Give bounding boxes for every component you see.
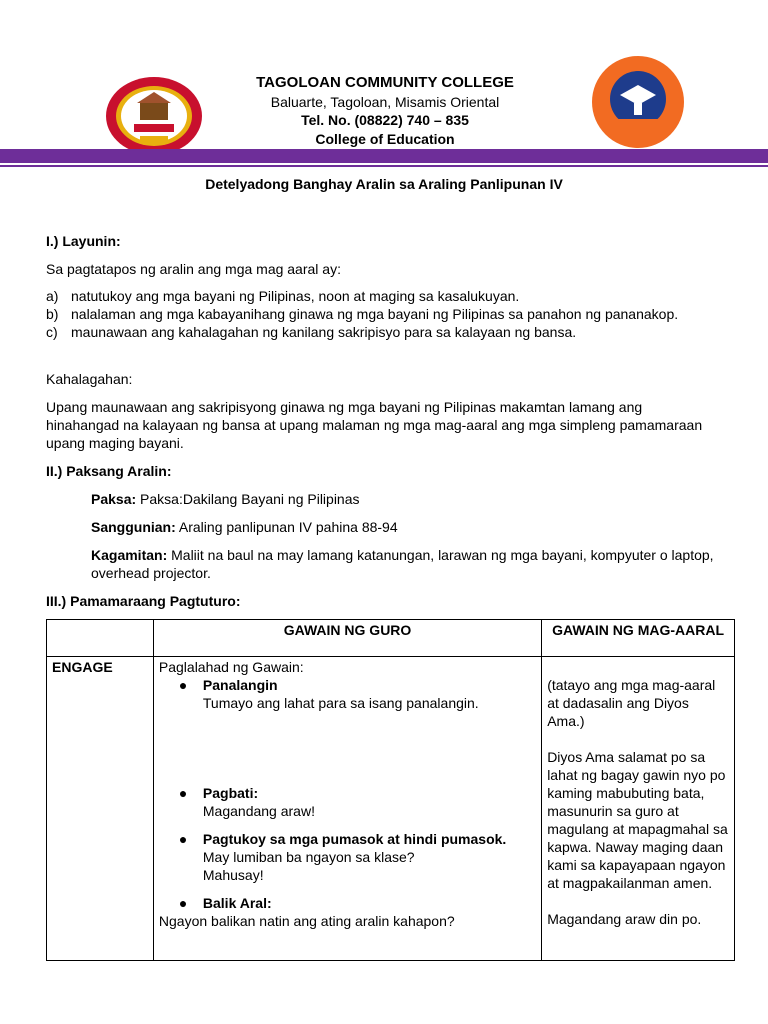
header-block [220, 74, 550, 148]
school-address: Baluarte, Tagoloan, Misamis Oriental [270, 93, 500, 110]
paksa-label: Paksa: [91, 491, 137, 507]
pagbati-text: Magandang araw! [202, 803, 315, 819]
kagamitan-line [91, 546, 721, 582]
kagamitan-value: Maliit na baul na may lamang katanungan, larawan ng mga bayani, kompyuter o laptop, overhead projector. [91, 547, 714, 581]
objective-item [46, 287, 686, 305]
guro-intro: Paglalahad ng Gawain: [158, 659, 304, 675]
objective-text: maunawaan ang kahalagahan ng kanilang sakripisyo para sa kalayaan ng bansa. [71, 324, 577, 340]
table-row [47, 657, 735, 961]
objective-text: natutukoy ang mga bayani ng Pilipinas, noon at maging sa kasalukuyan. [71, 288, 520, 304]
guro-cell [153, 657, 541, 961]
mag-aaral-greeting: Magandang araw din po. [547, 911, 702, 927]
section1-heading: I.) Layunin: [46, 233, 121, 249]
seal-building [140, 102, 168, 120]
tagoloan-college-seal-logo [104, 76, 204, 156]
objective-item [46, 323, 686, 341]
balik-aral-text: Ngayon balikan natin ang ating aralin kahapon? [158, 913, 455, 929]
objective-marker: a) [46, 288, 59, 304]
bullet-item [159, 676, 536, 694]
objective-marker: b) [46, 306, 59, 322]
bullet-item [159, 830, 536, 848]
section3-heading: III.) Pamamaraang Pagtuturo: [46, 593, 241, 609]
bullet-icon: ● [178, 831, 188, 847]
objectives-intro: Sa pagtatapos ng aralin ang mga mag aaral ay: [46, 261, 341, 277]
objective-marker: c) [46, 324, 58, 340]
bullet-item [159, 894, 536, 912]
bullet-icon: ● [178, 785, 188, 801]
kahalagahan-text: Upang maunawaan ang sakripisyong ginawa ng mga bayani ng Pilipinas makamtan lamang ang hinahangad na kalayaan ng bansa at upang malaman ng mga mag-aaral ang mga simpleng pamamaraan upang maging bayani. [46, 399, 703, 451]
college-name: College of Education [315, 130, 455, 147]
panalangin-text: Tumayo ang lahat para sa isang panalangin. [202, 695, 479, 711]
college-of-education-logo [590, 55, 686, 149]
kagamitan-label: Kagamitan: [91, 547, 168, 563]
engage-label: ENGAGE [47, 657, 154, 961]
table-header-empty [47, 620, 154, 657]
objective-item [46, 305, 686, 323]
mag-aaral-response: (tatayo ang mga mag-aaral at dadasalin ang Diyos Ama.) [547, 677, 716, 729]
bullet-icon: ● [178, 677, 188, 693]
sanggunian-label: Sanggunian: [91, 519, 176, 535]
school-name: TAGOLOAN COMMUNITY COLLEGE [256, 74, 514, 91]
header-divider-bar [0, 149, 768, 163]
mag-aaral-prayer: Diyos Ama salamat po sa lahat ng bagay gawin nyo po kaming mabubuting bata, masunurin sa guro at magulang at mapagmahal sa kapwa. Naway maging daan kami sa kapayapaan ngayon at magpakailanman amen. [547, 749, 728, 891]
paksa-line [91, 490, 721, 508]
objectives-list [46, 287, 686, 341]
objective-text: nalalaman ang mga kabayanihang ginawa ng mga bayani ng Pilipinas sa panahon ng pananakop. [71, 306, 679, 322]
school-telephone: Tel. No. (08822) 740 – 835 [301, 112, 469, 128]
header-divider-line [0, 165, 768, 167]
section2-heading: II.) Paksang Aralin: [46, 463, 172, 479]
bullet-item [159, 784, 536, 802]
table-header-mag-aaral: GAWAIN NG MAG-AARAL [542, 620, 735, 657]
table-header-row [47, 620, 735, 657]
panalangin-label: Panalangin [202, 677, 278, 693]
document-title: Detelyadong Banghay Aralin sa Araling Panlipunan IV [205, 176, 563, 192]
balik-aral-label: Balik Aral: [202, 895, 272, 911]
bullet-icon: ● [178, 895, 188, 911]
paksa-value: Paksa:Dakilang Bayani ng Pilipinas [136, 491, 360, 507]
pagtukoy-label: Pagtukoy sa mga pumasok at hindi pumasok. [202, 831, 507, 847]
sanggunian-line [91, 518, 721, 536]
kahalagahan-label: Kahalagahan: [46, 371, 133, 387]
pagtukoy-question: May lumiban ba ngayon sa klase? [202, 849, 415, 865]
mag-aaral-cell [542, 657, 735, 961]
pagbati-label: Pagbati: [202, 785, 259, 801]
pagtukoy-response: Mahusay! [202, 867, 264, 883]
lesson-plan-table [46, 619, 735, 961]
table-header-guro: GAWAIN NG GURO [153, 620, 541, 657]
sanggunian-value: Araling panlipunan IV pahina 88-94 [175, 519, 398, 535]
